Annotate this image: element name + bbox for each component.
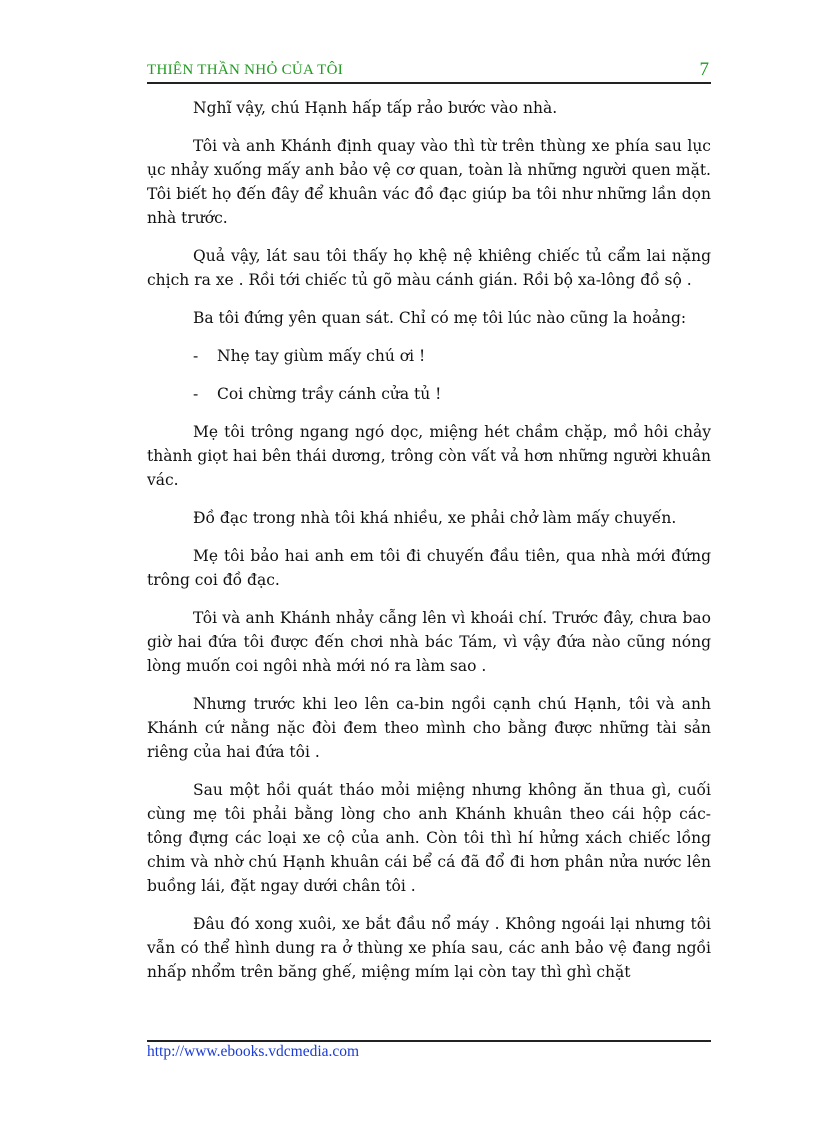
dialogue-text: Coi chừng trầy cánh cửa tủ ! <box>217 385 442 403</box>
header-divider <box>147 82 711 84</box>
dialogue-text: Nhẹ tay giùm mấy chú ơi ! <box>217 347 426 365</box>
page-number: 7 <box>699 59 709 80</box>
paragraph: Mẹ tôi bảo hai anh em tôi đi chuyến đầu tiên, qua nhà mới đứng trông coi đồ đạc. <box>147 547 711 589</box>
paragraph: Đồ đạc trong nhà tôi khá nhiều, xe phải chở làm mấy chuyến. <box>193 509 677 527</box>
running-header <box>147 60 711 84</box>
paragraph: Sau một hồi quát tháo mỏi miệng nhưng không ăn thua gì, cuối cùng mẹ tôi phải bằng lòng cho anh Khánh khuân theo cái hộp các-tông đựng các loại xe cộ của anh. Còn tôi thì hí hửng xách chiếc lồng chim và nhờ chú Hạnh khuân cái bể cá đã đổ đi hơn phân nửa nước lên buồng lái, đặt ngay dưới chân tôi . <box>147 781 711 895</box>
paragraph: Quả vậy, lát sau tôi thấy họ khệ nệ khiêng chiếc tủ cẩm lai nặng chịch ra xe . Rồi tới chiếc tủ gõ màu cánh gián. Rồi bộ xa-lông đồ sộ . <box>147 247 711 289</box>
paragraph: Nhưng trước khi leo lên ca-bin ngồi cạnh chú Hạnh, tôi và anh Khánh cứ nằng nặc đòi đem theo mình cho bằng được những tài sản riêng của hai đứa tôi . <box>147 695 711 761</box>
dash-mark: - <box>193 347 199 365</box>
book-title: THIÊN THẦN NHỎ CỦA TÔI <box>147 62 344 78</box>
paragraph: Ba tôi đứng yên quan sát. Chỉ có mẹ tôi lúc nào cũng la hoảng: <box>193 309 687 327</box>
dialogue-line <box>147 344 711 368</box>
footer-divider <box>147 1040 711 1042</box>
page-body <box>147 96 711 998</box>
paragraph: Tôi và anh Khánh nhảy cẫng lên vì khoái chí. Trước đây, chưa bao giờ hai đứa tôi được đến chơi nhà bác Tám, vì vậy đứa nào cũng nóng lòng muốn coi ngôi nhà mới nó ra làm sao . <box>147 609 711 675</box>
paragraph: Nghĩ vậy, chú Hạnh hấp tấp rảo bước vào nhà. <box>193 99 558 117</box>
paragraph: Mẹ tôi trông ngang ngó dọc, miệng hét chầm chặp, mồ hôi chảy thành giọt hai bên thái dương, trông còn vất vả hơn những người khuân vác. <box>147 423 711 489</box>
website-link[interactable]: http://www.ebooks.vdcmedia.com <box>147 1043 360 1060</box>
dash-mark: - <box>193 385 199 403</box>
paragraph: Đâu đó xong xuôi, xe bắt đầu nổ máy . Không ngoái lại nhưng tôi vẫn có thể hình dung ra ở thùng xe phía sau, các anh bảo vệ đang ngồi nhấp nhổm trên băng ghế, miệng mím lại còn tay thì ghì chặt <box>147 915 711 981</box>
paragraph: Tôi và anh Khánh định quay vào thì từ trên thùng xe phía sau lục ục nhảy xuống mấy anh bảo vệ cơ quan, toàn là những người quen mặt. Tôi biết họ đến đây để khuân vác đồ đạc giúp ba tôi như những lần dọn nhà trước. <box>147 137 711 227</box>
dialogue-line <box>147 382 711 406</box>
